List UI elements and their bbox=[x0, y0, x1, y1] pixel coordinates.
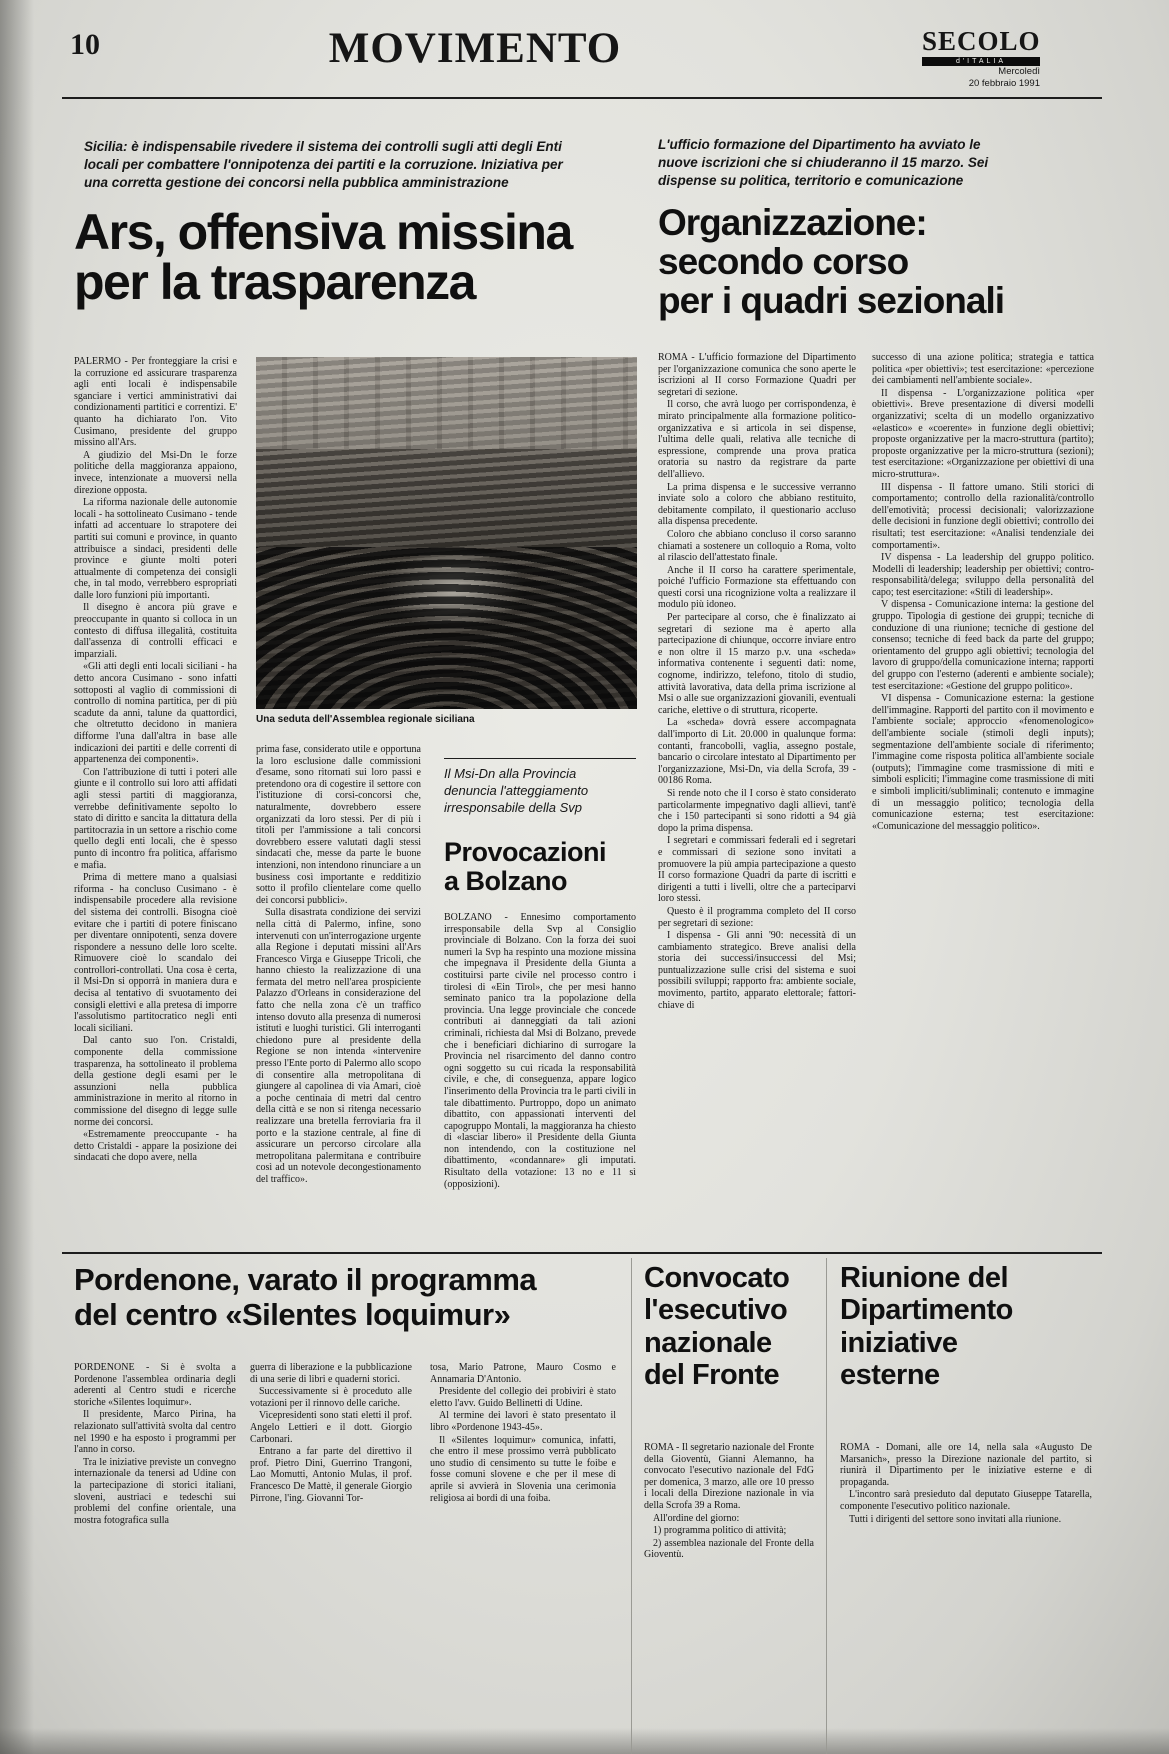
organizzazione-headline-line3: per i quadri sezionali bbox=[658, 279, 1005, 321]
fronte-headline: Convocato l'esecutivo nazionale del Fronte bbox=[644, 1262, 790, 1392]
bolzano-kicker-rule bbox=[444, 758, 636, 759]
pordenone-column-3: tosa, Mario Patrone, Mauro Cosmo e Annamaria D'Antonio. Presidente del collegio dei probiviri è stato eletto l'avv. Guido Bellinetti di Udine. Al termine dei lavori è stato presentato il libro «Pordenone 1943-45». Il «Silentes loquimur» comunica, infatti, che entro il mese prossimo verrà pubblicato uno studio di censimento su tutte le foibe e fosse comuni slovene e che per il mese di aprile si avvierà in Slovenia una cerimonia religiosa ai bordi di una foiba. bbox=[430, 1362, 616, 1504]
pordenone-column-1: PORDENONE - Si è svolta a Pordenone l'assemblea ordinaria degli aderenti al Centro studi e ricerche storiche «Silentes loquimur». Il presidente, Marco Pirina, ha relazionato sull'attività svolta dal centro nel 1990 e ha esposto i programmi per l'anno in corso. Tra le iniziative previste un convegno internazionale da tenersi ad Udine con la partecipazione di storici italiani, sloveni, austriaci e tedeschi sui problemi del confine orientale, una mostra fotografica sulla bbox=[74, 1362, 236, 1526]
ars-standfirst: Sicilia: è indispensabile rivedere il sistema dei controlli sugli atti degli Enti locali per combattere l'onnipotenza dei partiti e la corruzione. Iniziativa per una corretta gestione dei concorsi nella pubblica amministrazione bbox=[84, 139, 563, 191]
riunione-body: ROMA - Domani, alle ore 14, nella sala «Augusto De Marsanich», presso la Direzione nazionale del partito, si riunirà il Dipartimento per le iniziative esterne e di propaganda. L'incontro sarà presieduto dal deputato Giuseppe Tatarella, componente l'esecutivo politico nazionale. Tutti i dirigenti del settore sono invitati alla riunione. bbox=[840, 1442, 1092, 1525]
date-weekday: Mercoledì bbox=[998, 66, 1040, 77]
ars-headline-line2: per la trasparenza bbox=[74, 254, 475, 310]
bottom-section-rule bbox=[62, 1252, 1102, 1254]
scan-edge-left bbox=[0, 0, 34, 1754]
pordenone-headline-line2: del centro «Silentes loquimur» bbox=[74, 1296, 511, 1332]
divider-vertical-1 bbox=[631, 1258, 632, 1754]
page-number: 10 bbox=[70, 28, 100, 61]
bolzano-kicker: Il Msi-Dn alla Provincia denuncia l'atteggiamento irresponsabile della Svp bbox=[444, 766, 589, 815]
organizzazione-column-2: successo di una azione politica; strategia e tattica politica «per obiettivi»; test esercitazione: «percezione dei cambiamenti nell'ambiente sociale». II dispensa - L'organizzazione politica «per obiettivi». Breve presentazione di diversi modelli organizzativi; scelta di un modello organizzativo «elastico» e «coerente» in funzione degli obiettivi; proposte organizzative per la macro-struttura (partito); proposte organizzative per la micro-struttura (sezioni); test esercitazione: «Organizzazione per obiettivi di una micro-struttura». III dispensa - Il fattore umano. Stili storici di comportamento; controllo della razionalità/controllo dell'emotività; processi decisionali; valorizzazione delle decisioni in funzione degli obiettivi; controllo dei risultati; test esercitazione: «Analisi tendenziale dei comportamenti». IV dispensa - La leadership del gruppo politico. Modelli di leadership; leadership per obiettivi; contro-responsabilità/delega; sviluppo della personalità del capo; test esercitazione: «Stili di leadership». V dispensa - Comunicazione interna: la gestione del gruppo. Tipologia di gestione dei gruppi; tecniche di conduzione di una riunione; tecniche di gestione del consenso; tecniche di feed back da parte del gruppo; orientamento del gruppo agli obiettivi; tecnologia del lavoro di gruppo/della comunicazione interna; rapporti del gruppo con l'esterno (aderenti e ambiente sociale); test esercitazione: «Gestione del gruppo politico». VI dispensa - Comunicazione esterna: la gestione dell'immagine. Rapporti del partito con il movimento e l'ambiente sociale; approccio «fenomenologico» dell'ambiente sociale (stimoli degli inputs); segmentazione dell'ambiente sociale di riferimento; l'immagine come risposta politica all'ambiente sociale (outputs); l'immagine come trasmissione di miti e simboli espliciti; l'immagine come trasmissione di miti e simboli impliciti/subliminali; contenuto e immagine di un messaggio politico; tecnologia della comunicazione esterna; test esercitazione: «Comunicazione del messaggio politico». bbox=[872, 352, 1094, 832]
brand-logo: SECOLO bbox=[922, 26, 1041, 56]
masthead-brand-block bbox=[922, 26, 1041, 90]
ars-column-1: PALERMO - Per fronteggiare la crisi e la corruzione ed assicurare trasparenza agli enti locali è indispensabile sganciare i vertici amministrativi dai condizionamenti partitici e correntizi. E' quanto ha dichiarato l'on. Vito Cusimano, presidente del gruppo missino all'Ars. A giudizio del Msi-Dn le forze politiche della maggioranza appaiono, invece, intenzionate a muoversi nella direzione opposta. La riforma nazionale delle autonomie locali - ha sottolineato Cusimano - tende infatti ad accentuare lo strapotere dei partiti sui comuni e province, in quanto attribuisce a sindaci, presidenti delle province e giunte molti poteri attualmente di competenza dei consigli che, in tal modo, verrebbero espropriati dalle loro funzioni più importanti. Il disegno è ancora più grave e preoccupante in quanto si colloca in un contesto di diffusa illegalità, costituita dall'assenza di controlli efficaci e imparziali. «Gli atti degli enti locali siciliani - ha detto ancora Cusimano - sono infatti sottoposti al vaglio di commissioni di controllo di nomina partitica, per di più scadute da anni, talune da quattordici, che oltretutto decidono in maniera difforme l'una dall'altra in base alle indicazioni dei partiti e delle correnti di appartenenza dei componenti». Con l'attribuzione di tutti i poteri alle giunte e il controllo sui loro atti affidati agli stessi partiti di maggioranza, verrebbe definitivamente sepolto lo stato di diritto e sancita la dittatura della partitocrazia in un settore a rischio come quello degli enti locali, che è spesso punto di incontro fra politica, affarismo e mafia. Prima di mettere mano a qualsiasi riforma - ha concluso Cusimano - è indispensabile procedere alla revisione del sistema dei controlli. Bisogna cioè evitare che i partiti di potere finiscano per diventare onnipotenti, senza dovere rispondere a nessuno delle loro scelte. Rimuovere cioè lo scandalo dei controllori-controllati. Una cosa è certa, il Msi-Dn si opporrà in maniera dura e decisa al tentativo di svuotamento dei consigli elettivi e alla pretesa di imporre l'assolutismo partitocratico negli enti locali siciliani. Dal canto suo l'on. Cristaldi, componente della commissione trasparenza, ha sottolineato il problema della gestione degli esami per le assunzioni nella pubblica amministrazione in merito al ritorno in commissione del disegno di legge sulle norme dei concorsi. «Estremamente preoccupante - ha detto Cristaldi - appare la posizione dei sindacati che dopo avere, nella bbox=[74, 356, 237, 1164]
bolzano-headline bbox=[444, 838, 636, 896]
photo-caption: Una seduta dell'Assemblea regionale siciliana bbox=[256, 714, 475, 725]
organizzazione-headline bbox=[658, 204, 1088, 321]
organizzazione-headline-line1: Organizzazione: bbox=[658, 202, 927, 243]
bolzano-body: BOLZANO - Ennesimo comportamento irresponsabile della Svp al Consiglio provinciale di Bolzano. Con la forza dei suoi numeri la Svp ha respinto una mozione missina che impegnava il Presidente della Giunta a costituirsi parte civile nel processo contro i tirolesi di «Ein Tirol», che per mesi hanno seminato panico tra la popolazione della provincia. Una legge provinciale che concede contributi ai danneggiati da tali azioni criminali, richiesta dal Msi di Bolzano, prevede che i beneficiari dichiarino di surrogare la Provincia nel risarcimento del danno contro ogni soggetto su cui ricada la responsabilità civile, e che, di conseguenza, appare logico l'inserimento della Provincia tra le parti civili in tale dibattimento. Purtroppo, dopo un animato dibattito, con appassionati interventi del capogruppo Montali, la maggioranza ha chiesto di «lasciar libero» il Presidente della Giunta non intendendo, con la costituzione nel dibattimento, «condannare» gli imputati. Risultato della votazione: 13 no e 11 sì (opposizioni). bbox=[444, 912, 636, 1190]
riunione-headline: Riunione del Dipartimento iniziative esterne bbox=[840, 1262, 1013, 1392]
assembly-photo bbox=[256, 357, 637, 709]
pordenone-headline-line1: Pordenone, varato il programma bbox=[74, 1262, 537, 1297]
section-title: MOVIMENTO bbox=[328, 25, 622, 72]
brand-banner: d'ITALIA bbox=[922, 57, 1040, 66]
pordenone-column-2: guerra di liberazione e la pubblicazione di una serie di libri e quaderni storici. Successivamente si è proceduto alle votazioni per il rinnovo delle cariche. Vicepresidenti sono stati eletti il prof. Angelo Lettieri e il dott. Giorgio Carbonari. Entrano a far parte del direttivo il prof. Pietro Dini, Guerrino Trangoni, Lao Momutti, Antonio Mulas, il prof. Francesco De Mattè, il generale Giorgio Pirrone, l'ing. Giovanni Tor- bbox=[250, 1362, 412, 1504]
organizzazione-standfirst: L'ufficio formazione del Dipartimento ha avviato le nuove iscrizioni che si chiuderanno il 15 marzo. Sei dispense su politica, territorio e comunicazione bbox=[658, 137, 989, 189]
organizzazione-column-1: ROMA - L'ufficio formazione del Dipartimento per l'organizzazione comunica che sono aperte le iscrizioni al II corso Formazione Quadri per segretari di sezione. Il corso, che avrà luogo per corrispondenza, è mirato principalmente alla formazione politico-organizzativa e si articola in sei dispense, l'ultima delle quali, relativa alle tecniche di espressione, comprende una prova pratica oratoria su nastro da registrare da parte dell'allievo. La prima dispensa e le successive verranno inviate solo a coloro che abbiano restituito, debitamente compilato, il questionario accluso alla dispensa precedente. Coloro che abbiano concluso il corso saranno chiamati a sostenere un colloquio a Roma, volto al rilascio dell'attestato finale. Anche il II corso ha carattere sperimentale, poiché l'ufficio Formazione sta effettuando con questi corsi una ricognizione volta a realizzare il modulo più idoneo. Per partecipare al corso, che è finalizzato ai segretari di sezione ma è aperto alla partecipazione di chiunque, occorre inviare entro e non oltre il 15 marzo p.v. una «scheda» informativa contenente i seguenti dati: nome, cognome, indirizzo, telefono, titolo di studio, attività lavorativa, data della prima iscrizione al Msi o alle sue organizzazioni giovanili, eventuali cariche, elettive o di struttura, ricoperte. La «scheda» dovrà essere accompagnata dall'importo di Lit. 20.000 in qualunque forma: contanti, francobolli, vaglia, assegno postale, bancario o circolare intestato al Dipartimento per l'organizzazione, Msi-Dn, via della Scrofa, 39 - 00186 Roma. Si rende noto che il I corso è stato considerato particolarmente impegnativo dagli allievi, tant'è che i 150 partecipanti si sono ridotti a 94 già dopo la prima dispensa. I segretari e commissari federali ed i segretari e commissari di sezione sono invitati a promuovere la più ampia partecipazione a questo II corso formazione Quadri da parte di iscritti e dirigenti a tutti i livelli, oltre che a parteciparvi loro stessi. Questo è il programma completo del II corso per segretari di sezione: I dispensa - Gli anni '90: necessità di un cambiamento strategico. Breve analisi della storia dei successi/insuccessi del Msi; puntualizzazione sulle crisi del sistema e suoi possibili sviluppi; rapporto fra: ambiente sociale, movimento, partito, apparato elettorale; fattori-chiave di bbox=[658, 352, 856, 1011]
header-rule bbox=[62, 97, 1102, 99]
pordenone-headline bbox=[74, 1263, 634, 1332]
date-full: 20 febbraio 1991 bbox=[968, 77, 1040, 89]
ars-headline bbox=[74, 204, 654, 310]
ars-headline-line1: Ars, offensiva missina bbox=[74, 204, 572, 260]
fronte-body: ROMA - Il segretario nazionale del Fronte della Gioventù, Gianni Alemanno, ha convocato l'esecutivo nazionale del FdG per domenica, 3 marzo, alle ore 10 presso i locali della Direzione nazionale in via della Scrofa 39 a Roma. All'ordine del giorno: 1) programma politico di attività; 2) assemblea nazionale del Fronte della Gioventù. bbox=[644, 1442, 814, 1561]
ars-column-2: prima fase, considerato utile e opportuna la loro esclusione dalle commissioni d'esame, sono ritornati sui loro passi e pretendono ora di cogestire il settore con l'istituzione di corsi-concorsi che, naturalmente, dovrebbero essere organizzati da loro stessi. Per di più i titoli per l'ammissione a tali concorsi dovrebbero essere valutati dagli stessi sindacati che, messe da parte le buone intenzioni, non intendono rinunciare a un business così importante e redditizio sotto il profilo clientelare come quello dei concorsi pubblici». Sulla disastrata condizione dei servizi nella città di Palermo, infine, sono intervenuti con un'interrogazione urgente alla Regione i deputati missini all'Ars Francesco Virga e Giuseppe Tricoli, che hanno chiesto la realizzazione di una fermata del metro nell'area prospiciente Palazzo d'Orleans in considerazione del fatto che nella zona c'è un traffico intenso dovuto alla presenza di numerosi istituti e luoghi turistici. Gli interroganti chiedono pure al presidente della Regione se non intenda «intervenire presso l'Ente porto di Palermo allo scopo di consentire alla metropolitana di giungere al capolinea di via Amari, cioè a poche centinaia di metri dal centro della città e se non si ritenga necessario realizzare una bretella ferroviaria fra il porto e la stazione centrale, al fine di assicurare un percorso circolare alla metropolitana palermitana e contribuire così ad un notevole decongestionamento del traffico». bbox=[256, 744, 421, 1185]
organizzazione-headline-line2: secondo corso bbox=[658, 240, 909, 282]
bolzano-headline-line1: Provocazioni bbox=[444, 837, 607, 867]
bolzano-headline-line2: a Bolzano bbox=[444, 866, 568, 897]
divider-vertical-2 bbox=[826, 1258, 827, 1754]
